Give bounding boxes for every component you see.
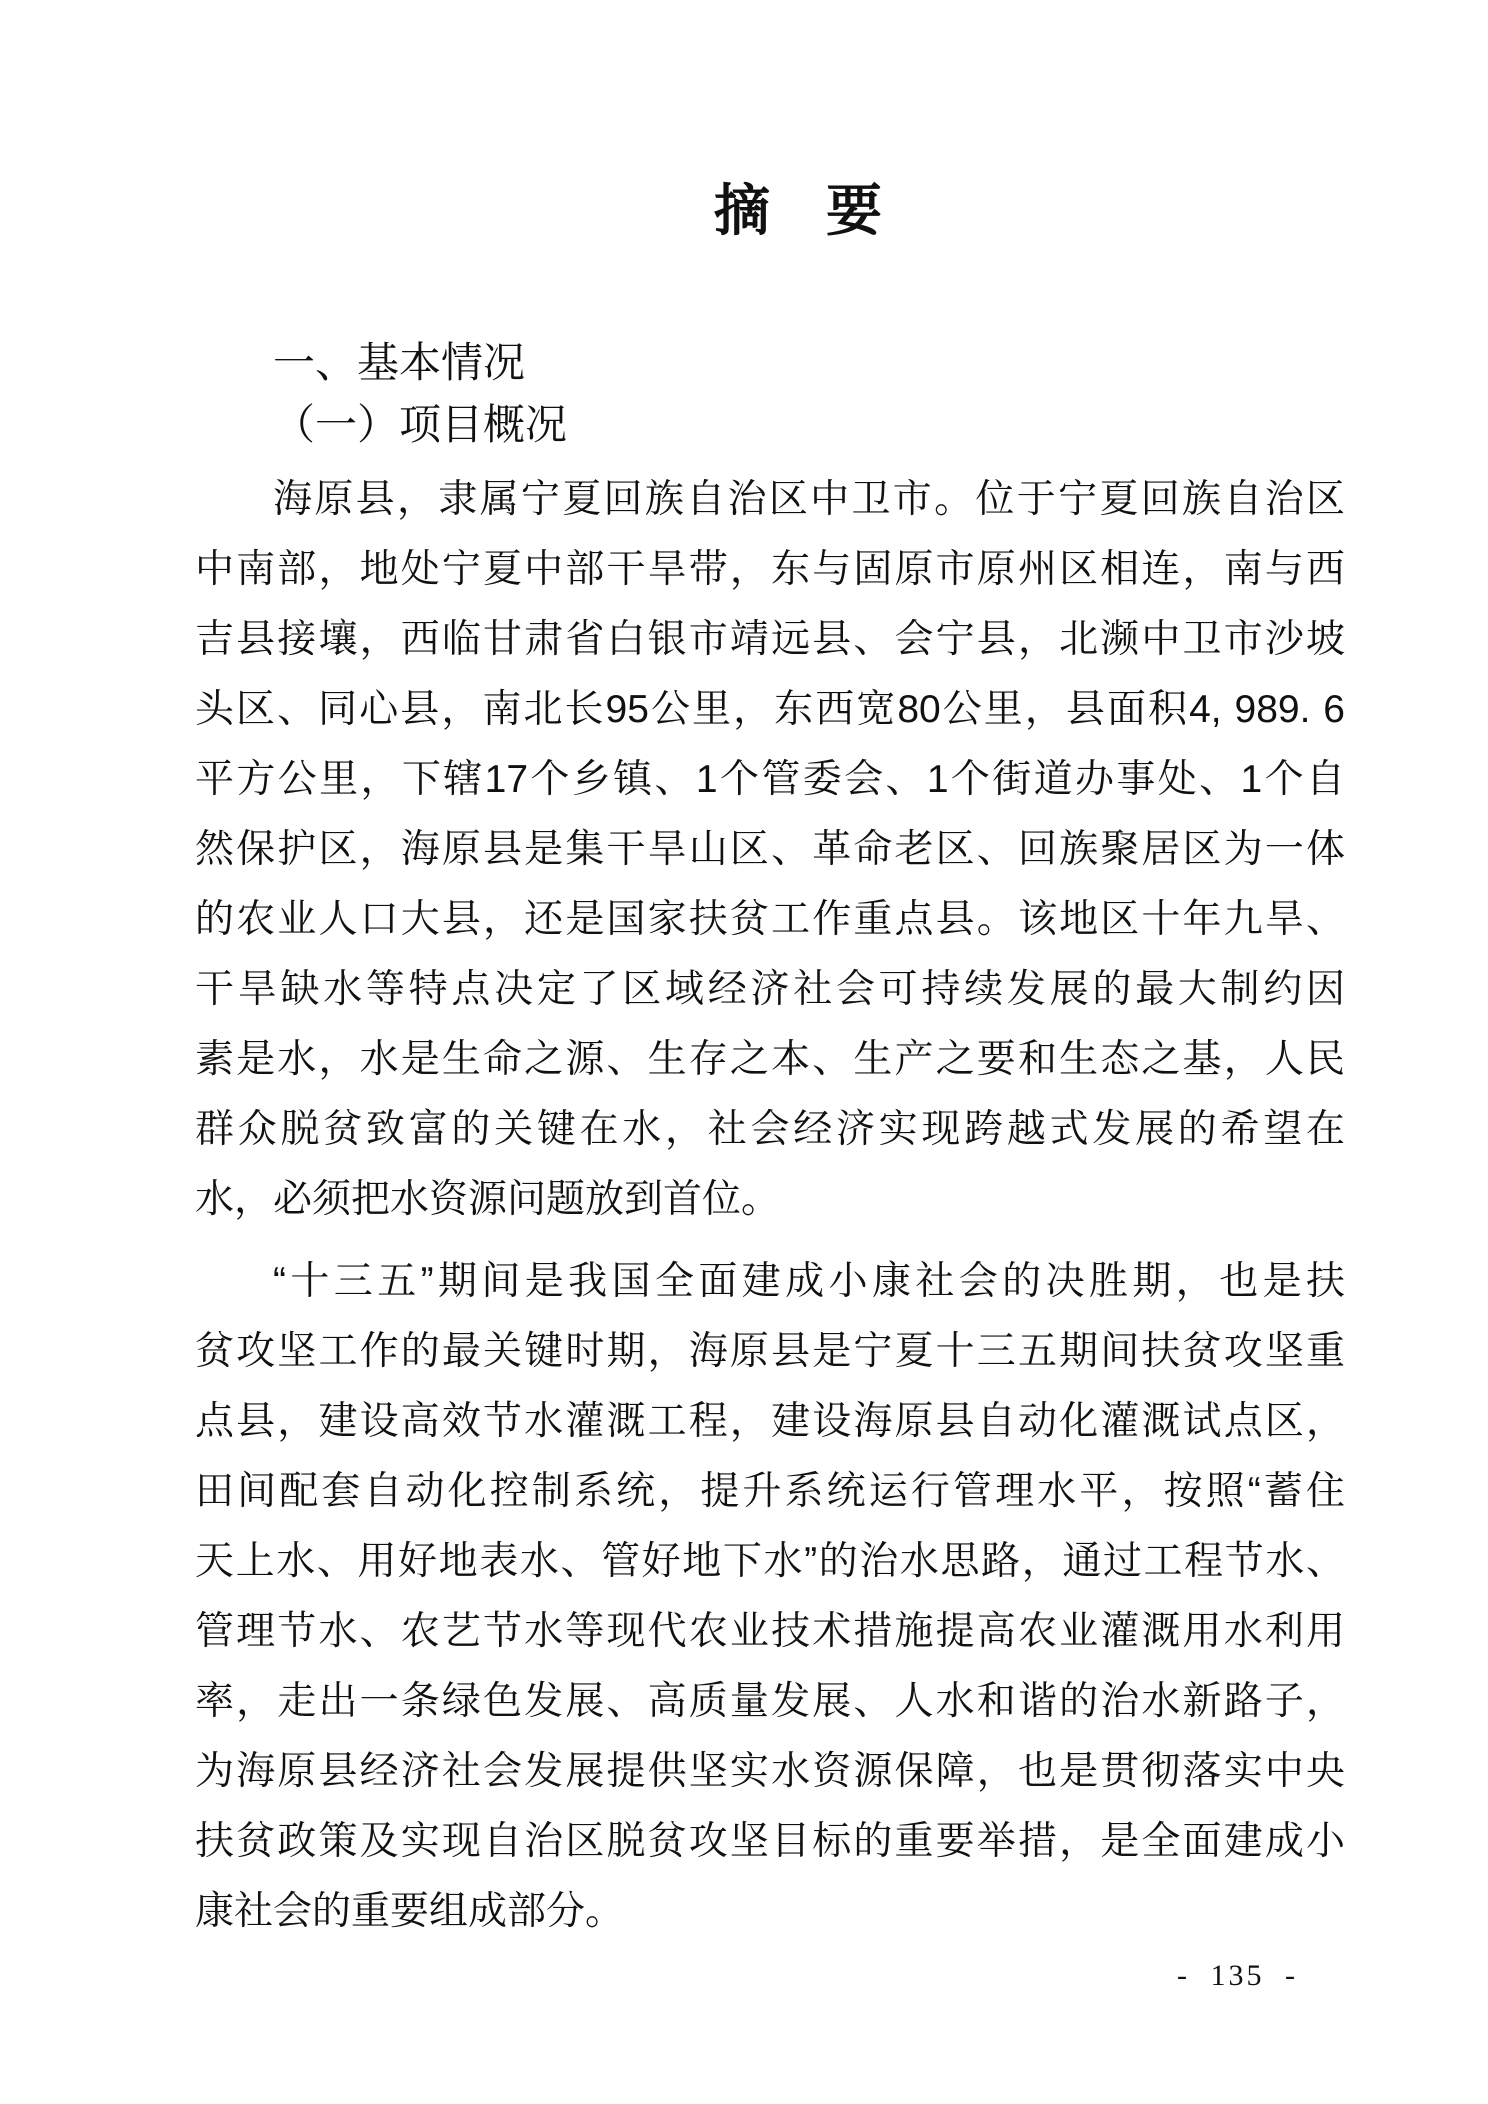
paragraph-county-overview <box>195 465 1345 1235</box>
text-line: 平方公里，下辖17个乡镇、1个管委会、1个街道办事处、1个自 <box>195 758 1345 801</box>
subsection-heading-project-overview: （一）项目概况 <box>273 401 568 448</box>
page-title: 摘 要 <box>714 179 882 242</box>
text-line: 天上水、用好地表水、管好地下水”的治水思路，通过工程节水、 <box>195 1540 1345 1583</box>
text-line: 中南部，地处宁夏中部干旱带，东与固原市原州区相连，南与西 <box>195 548 1345 591</box>
text-line: 然保护区，海原县是集干旱山区、革命老区、回族聚居区为一体 <box>195 828 1345 871</box>
page-number: - 135 - <box>1177 1959 1298 1992</box>
text-line: 群众脱贫致富的关键在水，社会经济实现跨越式发展的希望在 <box>195 1108 1345 1151</box>
text-line: 贫攻坚工作的最关键时期，海原县是宁夏十三五期间扶贫攻坚重 <box>195 1330 1345 1373</box>
text-line: 水，必须把水资源问题放到首位。 <box>195 1178 781 1221</box>
text-line: 海原县，隶属宁夏回族自治区中卫市。位于宁夏回族自治区 <box>273 478 1345 521</box>
text-line: 素是水，水是生命之源、生存之本、生产之要和生态之基，人民 <box>195 1038 1345 1081</box>
text-line: 吉县接壤，西临甘肃省白银市靖远县、会宁县，北濒中卫市沙坡 <box>195 618 1345 661</box>
text-line: 扶贫政策及实现自治区脱贫攻坚目标的重要举措，是全面建成小 <box>195 1820 1345 1863</box>
section-heading-basic-situation: 一、基本情况 <box>273 339 526 386</box>
text-line: 干旱缺水等特点决定了区域经济社会可持续发展的最大制约因 <box>195 968 1345 1011</box>
text-line: 田间配套自动化控制系统，提升系统运行管理水平，按照“蓄住 <box>195 1470 1345 1513</box>
text-line: 为海原县经济社会发展提供坚实水资源保障，也是贯彻落实中央 <box>195 1750 1345 1793</box>
text-line: 率，走出一条绿色发展、高质量发展、人水和谐的治水新路子， <box>195 1680 1345 1723</box>
text-line: “十三五”期间是我国全面建成小康社会的决胜期，也是扶 <box>273 1260 1345 1303</box>
text-line: 康社会的重要组成部分。 <box>195 1890 625 1933</box>
text-line: 管理节水、农艺节水等现代农业技术措施提高农业灌溉用水利用 <box>195 1610 1345 1653</box>
text-line: 头区、同心县，南北长95公里，东西宽80公里，县面积4, 989. 6 <box>195 688 1345 731</box>
paragraph-13th-five-year-plan <box>195 1247 1345 1947</box>
text-line: 点县，建设高效节水灌溉工程，建设海原县自动化灌溉试点区， <box>195 1400 1345 1443</box>
text-line: 的农业人口大县，还是国家扶贫工作重点县。该地区十年九旱、 <box>195 898 1345 941</box>
